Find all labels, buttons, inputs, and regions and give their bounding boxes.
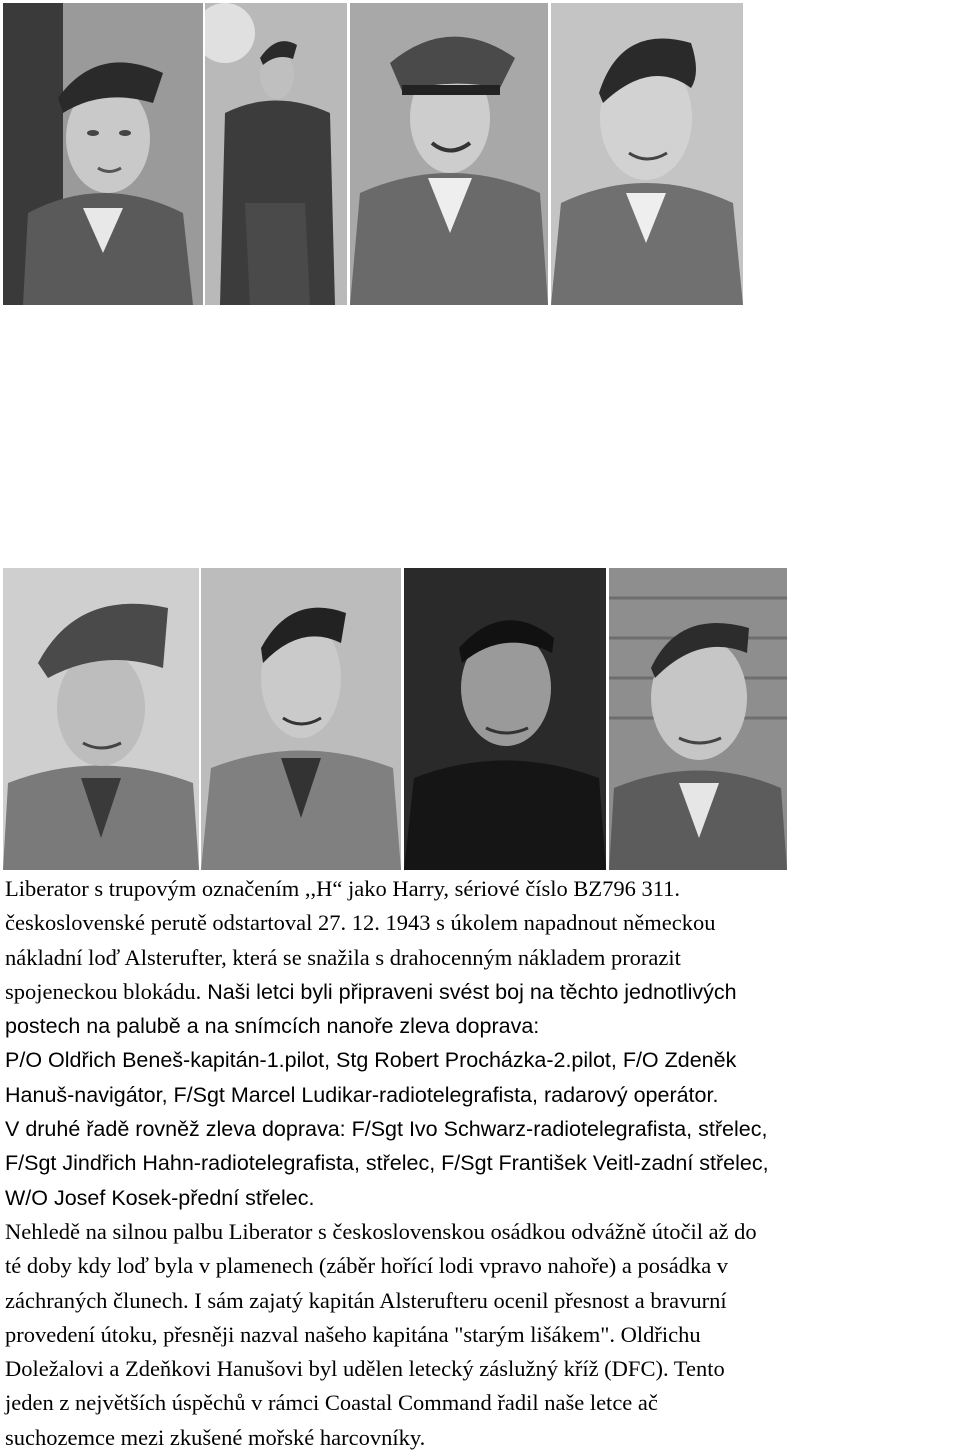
article-line: Doležalovi a Zdeňkovi Hanušovi byl udělen letecký záslužný kříž (DFC). Tento xyxy=(5,1356,725,1382)
article-line xyxy=(5,975,960,1009)
article-line: záchraných člunech. I sám zajatý kapitán Alsterufteru ocenil přesnost a bravurní xyxy=(5,1287,727,1313)
article-line: Liberator s trupovým označením ,,H“ jako Harry, sériové číslo BZ796 311. xyxy=(5,876,681,901)
crew-row2-line: W/O Josef Kosek-přední střelec. xyxy=(5,1185,315,1210)
article-line: provedení útoku, přesněji nazval našeho kapitána "starým lišákem". Oldřichu xyxy=(5,1321,701,1347)
article-line: suchozemce mezi zkušené mořské harcovníky. xyxy=(5,1424,426,1450)
article-line: postech na palubě a na snímcích nanoře zleva doprava: xyxy=(5,1014,540,1039)
crew-row1-line: Hanuš-navigátor, F/Sgt Marcel Ludikar-radiotelegrafista, radarový operátor. xyxy=(5,1082,719,1107)
article-line-part: spojeneckou blokádu. xyxy=(5,978,202,1004)
article-line: té doby kdy loď byla v plamenech (záběr hořící lodi vpravo nahoře) a posádka v xyxy=(5,1253,729,1279)
portrait-hanus xyxy=(350,3,548,305)
portrait-schwarz xyxy=(3,568,199,870)
article-line: jeden z největších úspěchů v rámci Coastal Command řadil naše letce ač xyxy=(5,1390,658,1416)
crew-row1-line: P/O Oldřich Beneš-kapitán-1.pilot, Stg Robert Procházka-2.pilot, F/O Zdeněk xyxy=(5,1048,737,1073)
crew-row2-line: V druhé řadě rovněž zleva doprava: F/Sgt Ivo Schwarz-radiotelegrafista, střelec, xyxy=(5,1117,768,1142)
portrait-prochazka xyxy=(205,3,347,305)
article-line: Nehledě na silnou palbu Liberator s československou osádkou odvážně útočil až do xyxy=(5,1218,757,1244)
article-line-part: Naši letci byli připraveni svést boj na těchto jednotlivých xyxy=(201,979,737,1004)
article-text xyxy=(5,872,960,1455)
crew-row2-line: F/Sgt Jindřich Hahn-radiotelegrafista, střelec, F/Sgt František Veitl-zadní střelec, xyxy=(5,1151,769,1176)
portrait-kosek xyxy=(609,568,787,870)
portrait-benes xyxy=(3,3,203,305)
portrait-veitl xyxy=(404,568,606,870)
article-line: československé perutě odstartoval 27. 12. 1943 s úkolem napadnout německou xyxy=(5,910,716,936)
article-line: nákladní loď Alsterufter, která se snažila s drahocenným nákladem prorazit xyxy=(5,944,681,970)
portrait-hahn xyxy=(201,568,401,870)
portrait-ludikar xyxy=(551,3,743,305)
